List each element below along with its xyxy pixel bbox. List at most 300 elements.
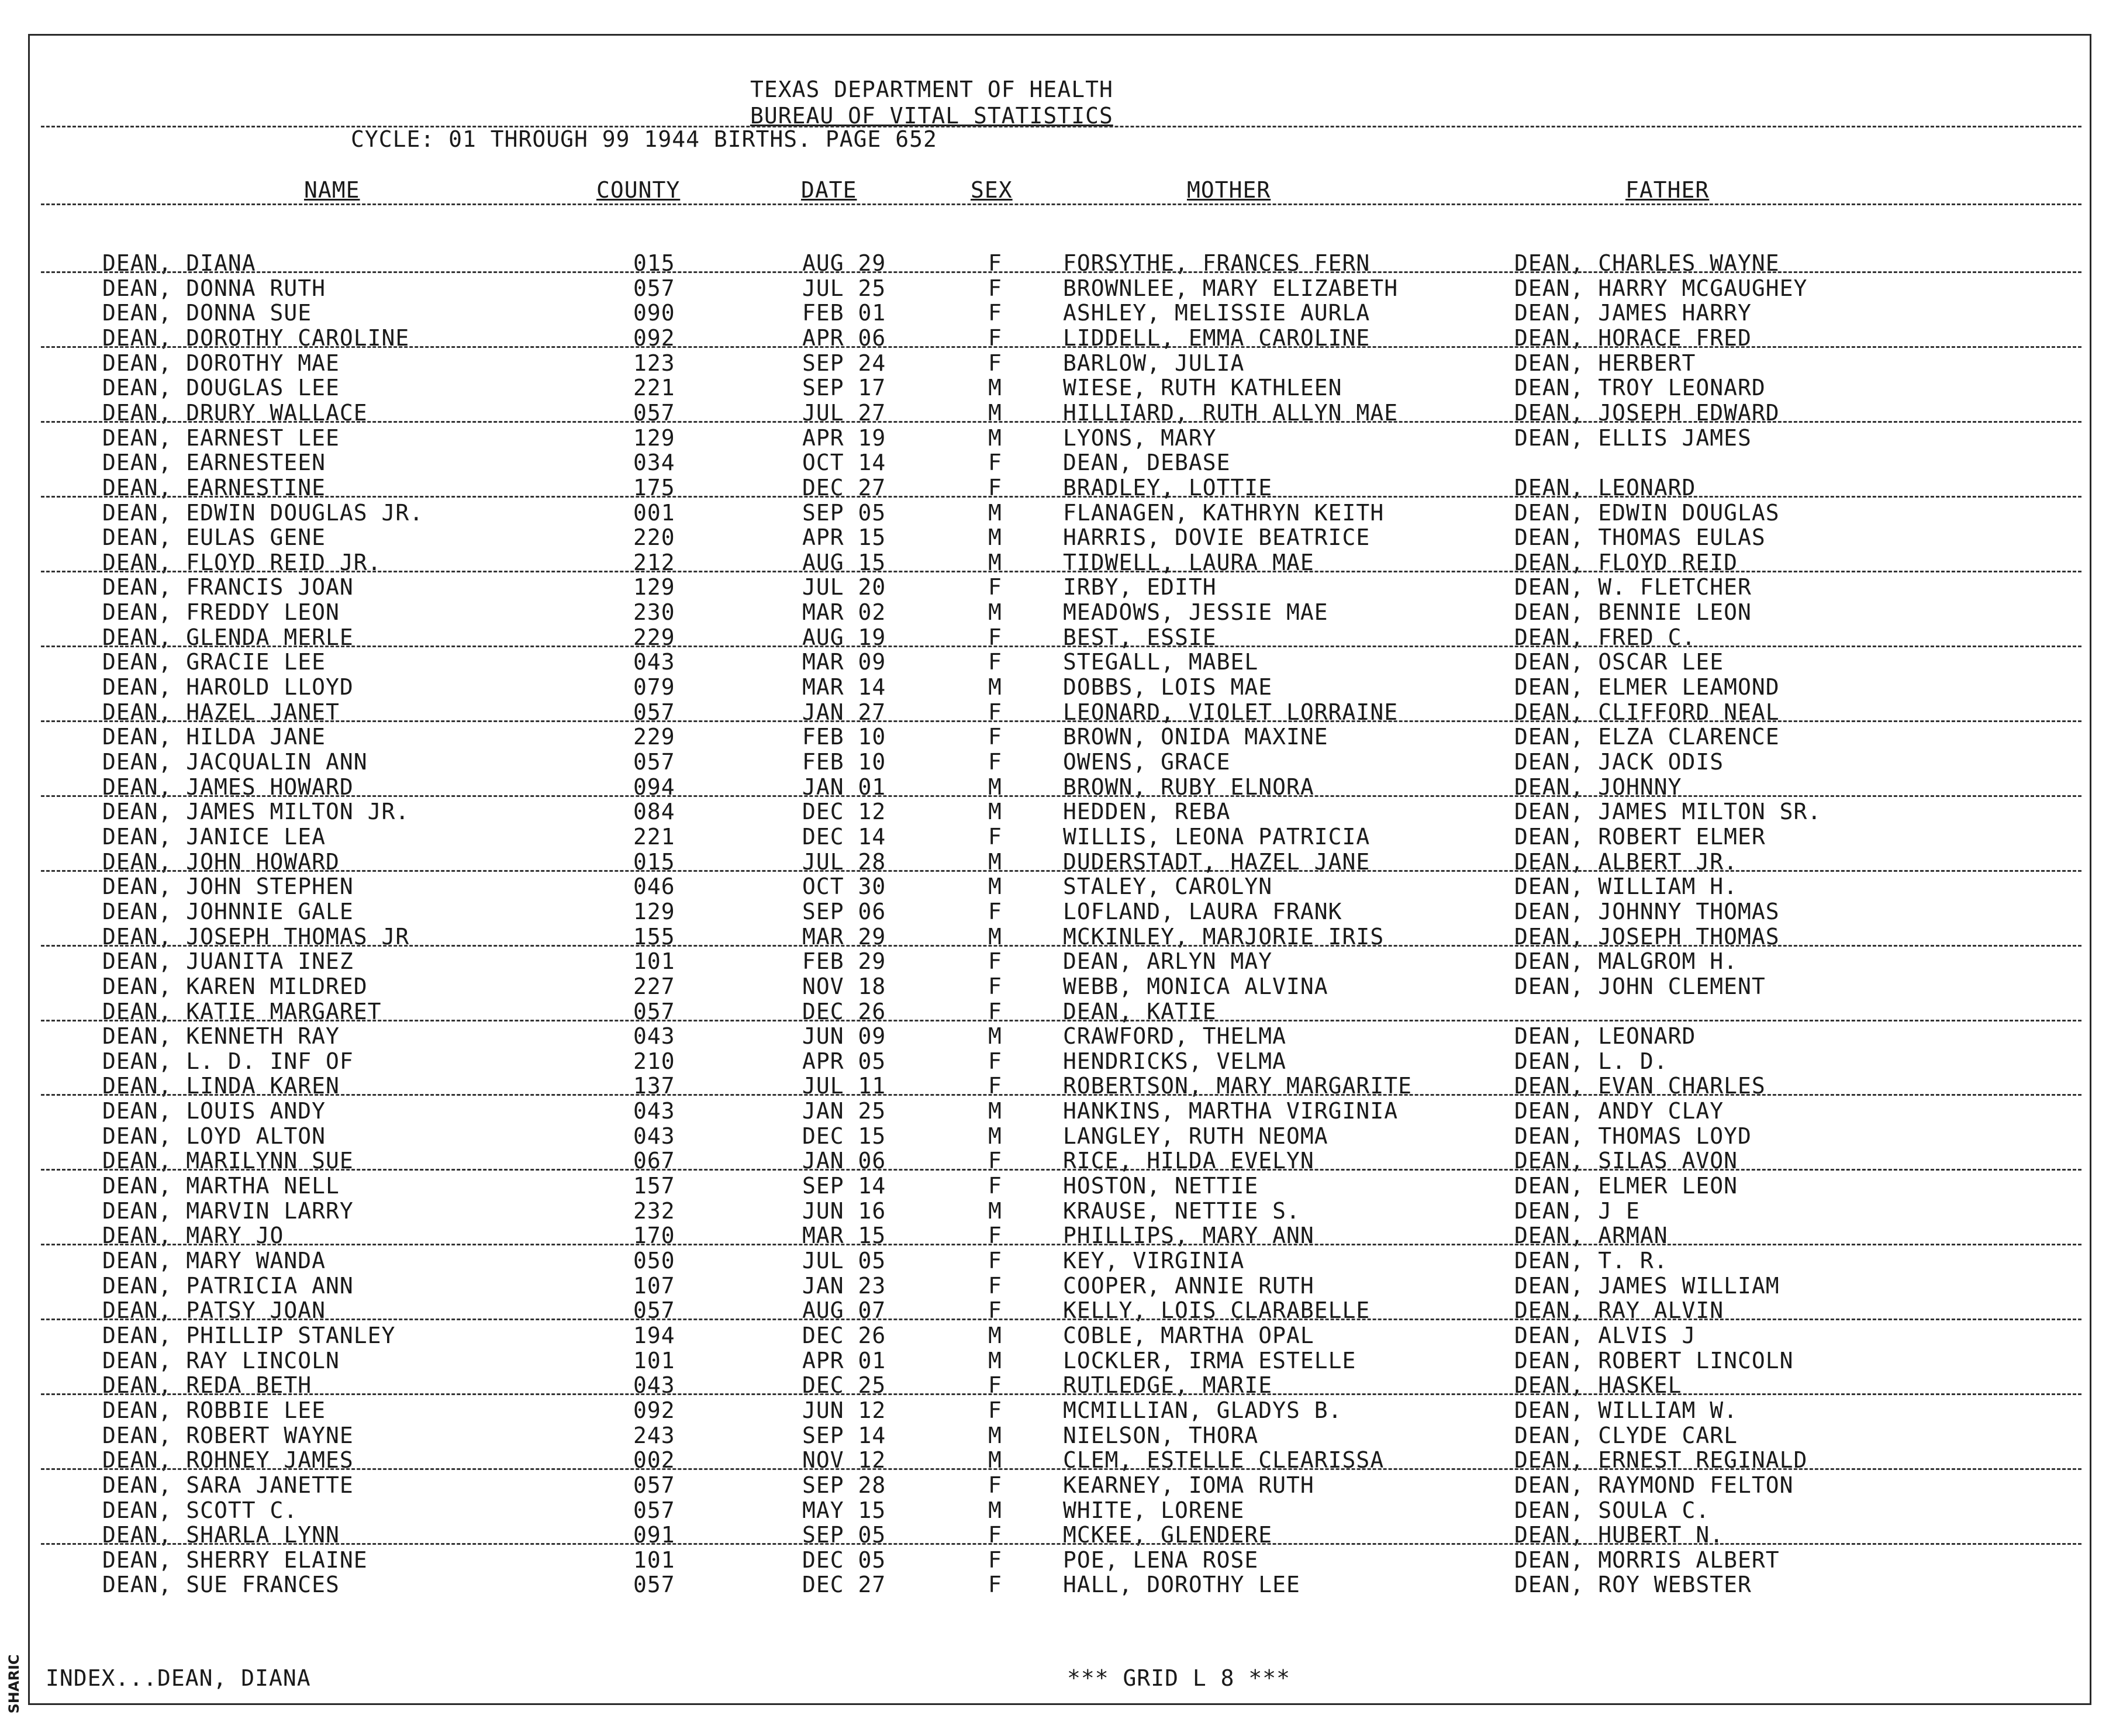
cell-father: DEAN, JOSEPH EDWARD	[1514, 399, 1780, 426]
cell-father: DEAN, HASKEL	[1514, 1372, 1682, 1399]
cell-date: DEC 26	[802, 1322, 886, 1348]
table-row	[0, 1024, 2123, 1049]
cell-date: SEP 14	[802, 1173, 886, 1199]
cell-mother: FORSYTHE, FRANCES FERN	[1063, 250, 1371, 276]
cell-mother: HANKINS, MARTHA VIRGINIA	[1063, 1098, 1399, 1124]
cell-county: 107	[633, 1272, 675, 1299]
cell-name: DEAN, MARTHA NELL	[102, 1173, 340, 1199]
cell-mother: DEAN, ARLYN MAY	[1063, 948, 1273, 975]
cell-sex: F	[988, 275, 1002, 301]
cell-date: DEC 25	[802, 1372, 886, 1399]
cell-mother: LEONARD, VIOLET LORRAINE	[1063, 699, 1399, 725]
cell-sex: M	[988, 1023, 1002, 1050]
cell-name: DEAN, KAREN MILDRED	[102, 973, 368, 999]
cell-sex: M	[988, 874, 1002, 900]
table-row	[0, 426, 2123, 451]
cell-sex: F	[988, 973, 1002, 999]
cell-date: MAR 02	[802, 599, 886, 626]
row-rule	[41, 1244, 2081, 1245]
table-row	[0, 1424, 2123, 1448]
cell-name: DEAN, JACQUALIN ANN	[102, 749, 368, 775]
cell-sex: F	[988, 1522, 1002, 1548]
cell-sex: F	[988, 1173, 1002, 1199]
cell-mother: LANGLEY, RUTH NEOMA	[1063, 1123, 1328, 1149]
table-row	[0, 1124, 2123, 1149]
cell-name: DEAN, ROBERT WAYNE	[102, 1422, 354, 1448]
cell-name: DEAN, EDWIN DOUGLAS JR.	[102, 499, 424, 526]
cell-sex: M	[988, 1322, 1002, 1348]
cell-sex: M	[988, 524, 1002, 551]
cell-date: AUG 19	[802, 624, 886, 650]
cell-name: DEAN, ROBBIE LEE	[102, 1397, 326, 1423]
table-row	[0, 1274, 2123, 1299]
cell-name: DEAN, DOUGLAS LEE	[102, 375, 340, 401]
cell-name: DEAN, HAROLD LLOYD	[102, 674, 354, 700]
cell-name: DEAN, GRACIE LEE	[102, 649, 326, 675]
cell-mother: MCKINLEY, MARJORIE IRIS	[1063, 923, 1385, 950]
cell-county: 034	[633, 450, 675, 476]
row-rule	[41, 1468, 2081, 1470]
row-rule	[41, 346, 2081, 348]
cell-name: DEAN, LINDA KAREN	[102, 1073, 340, 1099]
cell-sex: F	[988, 1248, 1002, 1273]
cell-county: 212	[633, 549, 675, 575]
cell-father: DEAN, ELMER LEAMOND	[1514, 674, 1780, 700]
cell-county: 221	[633, 375, 675, 401]
table-row	[0, 1499, 2123, 1523]
cell-father: DEAN, JOHNNY THOMAS	[1514, 898, 1780, 924]
cell-sex: M	[988, 499, 1002, 526]
cell-sex: F	[988, 1297, 1002, 1324]
table-row	[0, 975, 2123, 999]
cell-sex: F	[988, 250, 1002, 276]
cell-father: DEAN, LEONARD	[1514, 1023, 1696, 1050]
cell-county: 057	[633, 1297, 675, 1324]
cell-name: DEAN, SHARLA LYNN	[102, 1522, 340, 1548]
cell-mother: LOCKLER, IRMA ESTELLE	[1063, 1347, 1356, 1373]
table-row	[0, 1050, 2123, 1074]
cell-date: JUL 28	[802, 848, 886, 875]
table-row	[0, 900, 2123, 924]
cell-father: DEAN, T. R.	[1514, 1248, 1668, 1273]
cell-name: DEAN, GLENDA MERLE	[102, 624, 354, 650]
cell-date: MAY 15	[802, 1497, 886, 1523]
cell-mother: HALL, DOROTHY LEE	[1063, 1572, 1300, 1598]
cell-mother: MCKEE, GLENDERE	[1063, 1522, 1273, 1548]
cell-mother: COBLE, MARTHA OPAL	[1063, 1322, 1314, 1348]
cell-mother: HILLIARD, RUTH ALLYN MAE	[1063, 399, 1399, 426]
cell-date: APR 19	[802, 424, 886, 451]
cell-name: DEAN, FREDDY LEON	[102, 599, 340, 626]
cell-county: 050	[633, 1248, 675, 1273]
table-row	[0, 301, 2123, 326]
table-row	[0, 1249, 2123, 1273]
cell-county: 129	[633, 574, 675, 600]
cell-name: DEAN, JOHNNIE GALE	[102, 898, 354, 924]
cell-county: 043	[633, 1098, 675, 1124]
cell-name: DEAN, SUE FRANCES	[102, 1572, 340, 1598]
row-rule	[41, 720, 2081, 722]
cell-date: DEC 14	[802, 823, 886, 850]
row-rule	[41, 496, 2081, 498]
cell-mother: BROWN, RUBY ELNORA	[1063, 774, 1314, 800]
cell-county: 155	[633, 923, 675, 950]
cell-county: 137	[633, 1073, 675, 1099]
cell-sex: F	[988, 1073, 1002, 1099]
cell-county: 090	[633, 300, 675, 326]
cell-mother: KRAUSE, NETTIE S.	[1063, 1197, 1300, 1224]
table-row	[0, 1548, 2123, 1573]
cell-date: JAN 01	[802, 774, 886, 800]
cell-mother: LIDDELL, EMMA CAROLINE	[1063, 325, 1371, 351]
cell-father: DEAN, THOMAS LOYD	[1514, 1123, 1752, 1149]
cell-sex: M	[988, 1422, 1002, 1448]
cell-mother: BRADLEY, LOTTIE	[1063, 474, 1273, 501]
cell-mother: WILLIS, LEONA PATRICIA	[1063, 823, 1371, 850]
table-row	[0, 1573, 2123, 1597]
cell-sex: F	[988, 624, 1002, 650]
cell-father: DEAN, TROY LEONARD	[1514, 375, 1766, 401]
cell-county: 210	[633, 1048, 675, 1074]
cell-sex: M	[988, 549, 1002, 575]
cell-date: APR 15	[802, 524, 886, 551]
cell-sex: M	[988, 1347, 1002, 1373]
cell-name: DEAN, MARY WANDA	[102, 1248, 326, 1273]
cell-sex: F	[988, 749, 1002, 775]
cell-sex: F	[988, 474, 1002, 501]
cell-name: DEAN, L. D. INF OF	[102, 1048, 354, 1074]
cell-sex: M	[988, 424, 1002, 451]
cell-name: DEAN, RAY LINCOLN	[102, 1347, 340, 1373]
cell-county: 229	[633, 724, 675, 750]
report-subtitle: BUREAU OF VITAL STATISTICS	[750, 103, 1113, 129]
cell-date: DEC 27	[802, 474, 886, 501]
column-header-sex: SEX	[971, 177, 1013, 203]
table-row	[0, 526, 2123, 550]
cell-county: 094	[633, 774, 675, 800]
cell-sex: F	[988, 1547, 1002, 1573]
cell-date: SEP 28	[802, 1472, 886, 1498]
cell-date: AUG 29	[802, 250, 886, 276]
report-cycle: CYCLE: 01 THROUGH 99 1944 BIRTHS. PAGE 652	[351, 126, 937, 152]
cell-county: 092	[633, 325, 675, 351]
cell-mother: DEAN, KATIE	[1063, 998, 1217, 1024]
cell-date: SEP 05	[802, 1522, 886, 1548]
table-row	[0, 600, 2123, 625]
cell-sex: F	[988, 574, 1002, 600]
cell-father: DEAN, JAMES WILLIAM	[1514, 1272, 1780, 1299]
cell-date: MAR 14	[802, 674, 886, 700]
table-row	[0, 376, 2123, 401]
cell-date: DEC 15	[802, 1123, 886, 1149]
cell-father: DEAN, CHARLES WAYNE	[1514, 250, 1780, 276]
cell-father: DEAN, ELZA CLARENCE	[1514, 724, 1780, 750]
row-rule	[41, 1543, 2081, 1545]
cell-date: SEP 06	[802, 898, 886, 924]
cell-mother: WIESE, RUTH KATHLEEN	[1063, 375, 1342, 401]
cell-mother: HARRIS, DOVIE BEATRICE	[1063, 524, 1371, 551]
cell-name: DEAN, LOUIS ANDY	[102, 1098, 326, 1124]
cell-county: 057	[633, 1472, 675, 1498]
cell-county: 057	[633, 275, 675, 301]
column-header-rule	[41, 203, 2081, 205]
cell-father: DEAN, SOULA C.	[1514, 1497, 1710, 1523]
table-row	[0, 875, 2123, 899]
cell-county: 243	[633, 1422, 675, 1448]
cell-county: 057	[633, 399, 675, 426]
cell-father: DEAN, BENNIE LEON	[1514, 599, 1752, 626]
row-rule	[41, 945, 2081, 947]
table-row	[0, 575, 2123, 600]
row-rule	[41, 1169, 2081, 1171]
cell-mother: BARLOW, JULIA	[1063, 350, 1245, 376]
cell-county: 046	[633, 874, 675, 900]
cell-date: MAR 15	[802, 1223, 886, 1249]
cell-county: 043	[633, 649, 675, 675]
cell-sex: M	[988, 848, 1002, 875]
cell-mother: LOFLAND, LAURA FRANK	[1063, 898, 1342, 924]
cell-name: DEAN, JANICE LEA	[102, 823, 326, 850]
cell-sex: M	[988, 799, 1002, 825]
table-row	[0, 750, 2123, 775]
cell-date: JUN 16	[802, 1197, 886, 1224]
cell-mother: POE, LENA ROSE	[1063, 1547, 1259, 1573]
row-rule	[41, 1094, 2081, 1096]
cell-date: OCT 30	[802, 874, 886, 900]
cell-father: DEAN, ALVIS J	[1514, 1322, 1696, 1348]
cell-mother: DUDERSTADT, HAZEL JANE	[1063, 848, 1371, 875]
cell-father: DEAN, W. FLETCHER	[1514, 574, 1752, 600]
cell-father: DEAN, CLIFFORD NEAL	[1514, 699, 1780, 725]
cell-name: DEAN, JOHN HOWARD	[102, 848, 340, 875]
cell-county: 057	[633, 1497, 675, 1523]
cell-sex: F	[988, 1472, 1002, 1498]
cell-sex: F	[988, 1048, 1002, 1074]
cell-name: DEAN, MARVIN LARRY	[102, 1197, 354, 1224]
column-header-date: DATE	[801, 177, 857, 203]
cell-father: DEAN, HARRY MCGAUGHEY	[1514, 275, 1808, 301]
cell-father: DEAN, ELMER LEON	[1514, 1173, 1738, 1199]
cell-county: 101	[633, 948, 675, 975]
cell-name: DEAN, FRANCIS JOAN	[102, 574, 354, 600]
cell-father: DEAN, ROBERT ELMER	[1514, 823, 1766, 850]
cell-mother: KELLY, LOIS CLARABELLE	[1063, 1297, 1371, 1324]
cell-date: JAN 06	[802, 1148, 886, 1174]
cell-name: DEAN, KENNETH RAY	[102, 1023, 340, 1050]
cell-father: DEAN, J E	[1514, 1197, 1640, 1224]
cell-date: JUL 20	[802, 574, 886, 600]
cell-mother: IRBY, EDITH	[1063, 574, 1217, 600]
cell-mother: OWENS, GRACE	[1063, 749, 1231, 775]
footer-index: INDEX...DEAN, DIANA	[46, 1665, 311, 1691]
cell-name: DEAN, JOHN STEPHEN	[102, 874, 354, 900]
cell-name: DEAN, MARY JO	[102, 1223, 284, 1249]
cell-sex: F	[988, 724, 1002, 750]
cell-name: DEAN, JOSEPH THOMAS JR	[102, 923, 410, 950]
cell-county: 015	[633, 250, 675, 276]
side-label	[2, 1649, 26, 1719]
cell-father: DEAN, FRED C.	[1514, 624, 1696, 650]
cell-county: 101	[633, 1347, 675, 1373]
cell-name: DEAN, DRURY WALLACE	[102, 399, 368, 426]
row-rule	[41, 870, 2081, 872]
cell-county: 221	[633, 823, 675, 850]
cell-name: DEAN, FLOYD REID JR.	[102, 549, 382, 575]
cell-county: 002	[633, 1447, 675, 1473]
table-row	[0, 675, 2123, 700]
table-row	[0, 277, 2123, 301]
cell-father: DEAN, ELLIS JAMES	[1514, 424, 1752, 451]
table-row	[0, 501, 2123, 526]
cell-sex: M	[988, 1497, 1002, 1523]
cell-date: JUL 27	[802, 399, 886, 426]
cell-county: 043	[633, 1372, 675, 1399]
column-header-name: NAME	[304, 177, 360, 203]
cell-father: DEAN, ERNEST REGINALD	[1514, 1447, 1808, 1473]
cell-sex: F	[988, 898, 1002, 924]
header-rule	[41, 126, 2081, 127]
cell-father: DEAN, SILAS AVON	[1514, 1148, 1738, 1174]
table-row	[0, 725, 2123, 750]
cell-sex: M	[988, 599, 1002, 626]
column-header-county: COUNTY	[596, 177, 681, 203]
cell-father: DEAN, HUBERT N.	[1514, 1522, 1724, 1548]
table-row	[0, 351, 2123, 376]
cell-father: DEAN, EVAN CHARLES	[1514, 1073, 1766, 1099]
row-rule	[41, 271, 2081, 273]
row-rule	[41, 646, 2081, 647]
cell-mother: KEY, VIRGINIA	[1063, 1248, 1245, 1273]
cell-name: DEAN, LOYD ALTON	[102, 1123, 326, 1149]
cell-name: DEAN, SHERRY ELAINE	[102, 1547, 368, 1573]
cell-father: DEAN, THOMAS EULAS	[1514, 524, 1766, 551]
cell-mother: RUTLEDGE, MARIE	[1063, 1372, 1273, 1399]
cell-date: JUL 05	[802, 1248, 886, 1273]
cell-county: 157	[633, 1173, 675, 1199]
row-rule	[41, 795, 2081, 797]
cell-county: 170	[633, 1223, 675, 1249]
cell-date: JUN 09	[802, 1023, 886, 1050]
cell-county: 129	[633, 898, 675, 924]
cell-name: DEAN, PATSY JOAN	[102, 1297, 326, 1324]
cell-father: DEAN, WILLIAM W.	[1514, 1397, 1738, 1423]
cell-date: JUL 11	[802, 1073, 886, 1099]
cell-date: JAN 23	[802, 1272, 886, 1299]
cell-father: DEAN, MALGROM H.	[1514, 948, 1738, 975]
table-row	[0, 1399, 2123, 1423]
cell-county: 129	[633, 424, 675, 451]
cell-name: DEAN, JAMES MILTON JR.	[102, 799, 410, 825]
cell-father: DEAN, ROY WEBSTER	[1514, 1572, 1752, 1598]
cell-mother: ROBERTSON, MARY MARGARITE	[1063, 1073, 1412, 1099]
cell-county: 084	[633, 799, 675, 825]
cell-date: APR 01	[802, 1347, 886, 1373]
cell-mother: RICE, HILDA EVELYN	[1063, 1148, 1314, 1174]
cell-date: APR 06	[802, 325, 886, 351]
table-row	[0, 825, 2123, 850]
cell-name: DEAN, DOROTHY CAROLINE	[102, 325, 410, 351]
row-rule	[41, 1319, 2081, 1320]
cell-mother: BROWNLEE, MARY ELIZABETH	[1063, 275, 1399, 301]
table-row	[0, 1473, 2123, 1498]
side-label-text: SHARIC	[6, 1654, 22, 1714]
cell-date: MAR 29	[802, 923, 886, 950]
cell-county: 230	[633, 599, 675, 626]
cell-father: DEAN, ROBERT LINCOLN	[1514, 1347, 1794, 1373]
cell-mother: FLANAGEN, KATHRYN KEITH	[1063, 499, 1385, 526]
cell-name: DEAN, DONNA SUE	[102, 300, 312, 326]
cell-county: 057	[633, 699, 675, 725]
cell-name: DEAN, PHILLIP STANLEY	[102, 1322, 396, 1348]
cell-mother: HOSTON, NETTIE	[1063, 1173, 1259, 1199]
cell-mother: STEGALL, MABEL	[1063, 649, 1259, 675]
cell-county: 227	[633, 973, 675, 999]
cell-mother: BROWN, ONIDA MAXINE	[1063, 724, 1328, 750]
cell-sex: M	[988, 1098, 1002, 1124]
cell-name: DEAN, PATRICIA ANN	[102, 1272, 354, 1299]
cell-date: SEP 17	[802, 375, 886, 401]
cell-name: DEAN, JUANITA INEZ	[102, 948, 354, 975]
cell-date: JUN 12	[802, 1397, 886, 1423]
cell-county: 043	[633, 1023, 675, 1050]
cell-sex: F	[988, 1372, 1002, 1399]
cell-sex: M	[988, 399, 1002, 426]
cell-father: DEAN, LEONARD	[1514, 474, 1696, 501]
cell-county: 001	[633, 499, 675, 526]
table-row	[0, 1174, 2123, 1199]
cell-mother: ASHLEY, MELISSIE AURLA	[1063, 300, 1371, 326]
cell-father: DEAN, CLYDE CARL	[1514, 1422, 1738, 1448]
cell-county: 015	[633, 848, 675, 875]
cell-date: SEP 05	[802, 499, 886, 526]
cell-name: DEAN, EARNESTEEN	[102, 450, 326, 476]
cell-date: OCT 14	[802, 450, 886, 476]
cell-sex: F	[988, 1397, 1002, 1423]
cell-mother: MEADOWS, JESSIE MAE	[1063, 599, 1328, 626]
cell-date: FEB 29	[802, 948, 886, 975]
cell-date: DEC 05	[802, 1547, 886, 1573]
cell-sex: M	[988, 923, 1002, 950]
cell-sex: F	[988, 450, 1002, 476]
cell-name: DEAN, MARILYNN SUE	[102, 1148, 354, 1174]
cell-name: DEAN, DONNA RUTH	[102, 275, 326, 301]
cell-mother: COOPER, ANNIE RUTH	[1063, 1272, 1314, 1299]
cell-date: SEP 24	[802, 350, 886, 376]
cell-mother: WHITE, LORENE	[1063, 1497, 1245, 1523]
cell-county: 092	[633, 1397, 675, 1423]
cell-father: DEAN, HORACE FRED	[1514, 325, 1752, 351]
cell-date: NOV 18	[802, 973, 886, 999]
cell-sex: F	[988, 1572, 1002, 1598]
cell-sex: M	[988, 375, 1002, 401]
cell-sex: F	[988, 948, 1002, 975]
cell-father: DEAN, JOSEPH THOMAS	[1514, 923, 1780, 950]
cell-date: APR 05	[802, 1048, 886, 1074]
table-row	[0, 1349, 2123, 1373]
cell-sex: F	[988, 350, 1002, 376]
cell-mother: CRAWFORD, THELMA	[1063, 1023, 1287, 1050]
cell-name: DEAN, ROHNEY JAMES	[102, 1447, 354, 1473]
cell-mother: BEST, ESSIE	[1063, 624, 1217, 650]
cell-mother: HEDDEN, REBA	[1063, 799, 1231, 825]
cell-name: DEAN, SCOTT C.	[102, 1497, 298, 1523]
cell-date: AUG 15	[802, 549, 886, 575]
cell-county: 123	[633, 350, 675, 376]
cell-name: DEAN, SARA JANETTE	[102, 1472, 354, 1498]
cell-father: DEAN, ANDY CLAY	[1514, 1098, 1724, 1124]
cell-father: DEAN, JAMES MILTON SR.	[1514, 799, 1822, 825]
cell-date: JAN 25	[802, 1098, 886, 1124]
